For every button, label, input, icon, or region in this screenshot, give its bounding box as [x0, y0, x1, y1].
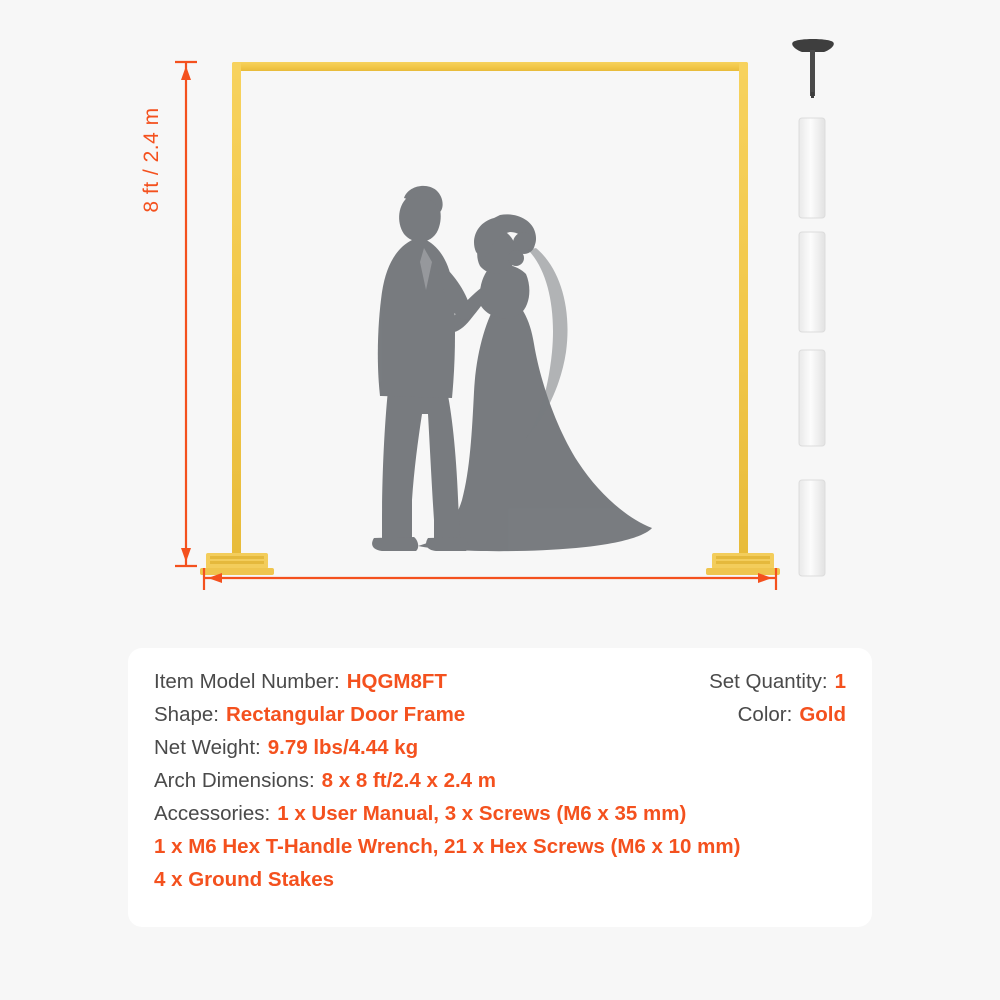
spec-row-accessories: [154, 802, 846, 826]
spec-model-label: Item Model Number:: [154, 670, 340, 693]
spec-net-weight-value: 9.79 lbs/4.44 kg: [267, 736, 419, 759]
spec-arch-dimensions-label: Arch Dimensions:: [154, 769, 315, 792]
spec-net-weight-label: Net Weight:: [154, 736, 261, 759]
spec-row-net-weight: [154, 736, 846, 760]
spec-accessories-line-3: 4 x Ground Stakes: [154, 868, 335, 891]
spec-row-arch-dimensions: [154, 769, 846, 793]
spec-arch-dimensions: [154, 769, 846, 793]
spec-accessories: [154, 802, 846, 826]
spec-accessories-line-2: 1 x M6 Hex T-Handle Wrench, 21 x Hex Screws (M6 x 10 mm): [154, 835, 741, 858]
height-dimension-label: 8 ft / 2.4 m: [140, 107, 163, 213]
spec-arch-dimensions-value: 8 x 8 ft/2.4 x 2.4 m: [321, 769, 496, 792]
spec-set-quantity-value: 1: [834, 670, 846, 693]
spec-color: [738, 703, 846, 727]
spec-set-quantity: [709, 670, 846, 694]
spec-model: [154, 670, 709, 694]
spec-color-value: Gold: [799, 703, 846, 726]
spec-shape-label: Shape:: [154, 703, 219, 726]
spec-row-model: [154, 670, 846, 694]
spec-accessories-line-1: 1 x User Manual, 3 x Screws (M6 x 35 mm): [277, 802, 687, 825]
spec-shape-value: Rectangular Door Frame: [225, 703, 466, 726]
spec-accessories-label: Accessories:: [154, 802, 271, 825]
spec-color-label: Color:: [737, 703, 793, 726]
spec-model-value: HQGM8FT: [346, 670, 447, 693]
spec-row-shape: [154, 703, 846, 727]
spec-net-weight: [154, 736, 846, 760]
spec-shape: [154, 703, 738, 727]
spec-set-quantity-label: Set Quantity:: [709, 670, 828, 693]
specification-card: [128, 648, 872, 927]
